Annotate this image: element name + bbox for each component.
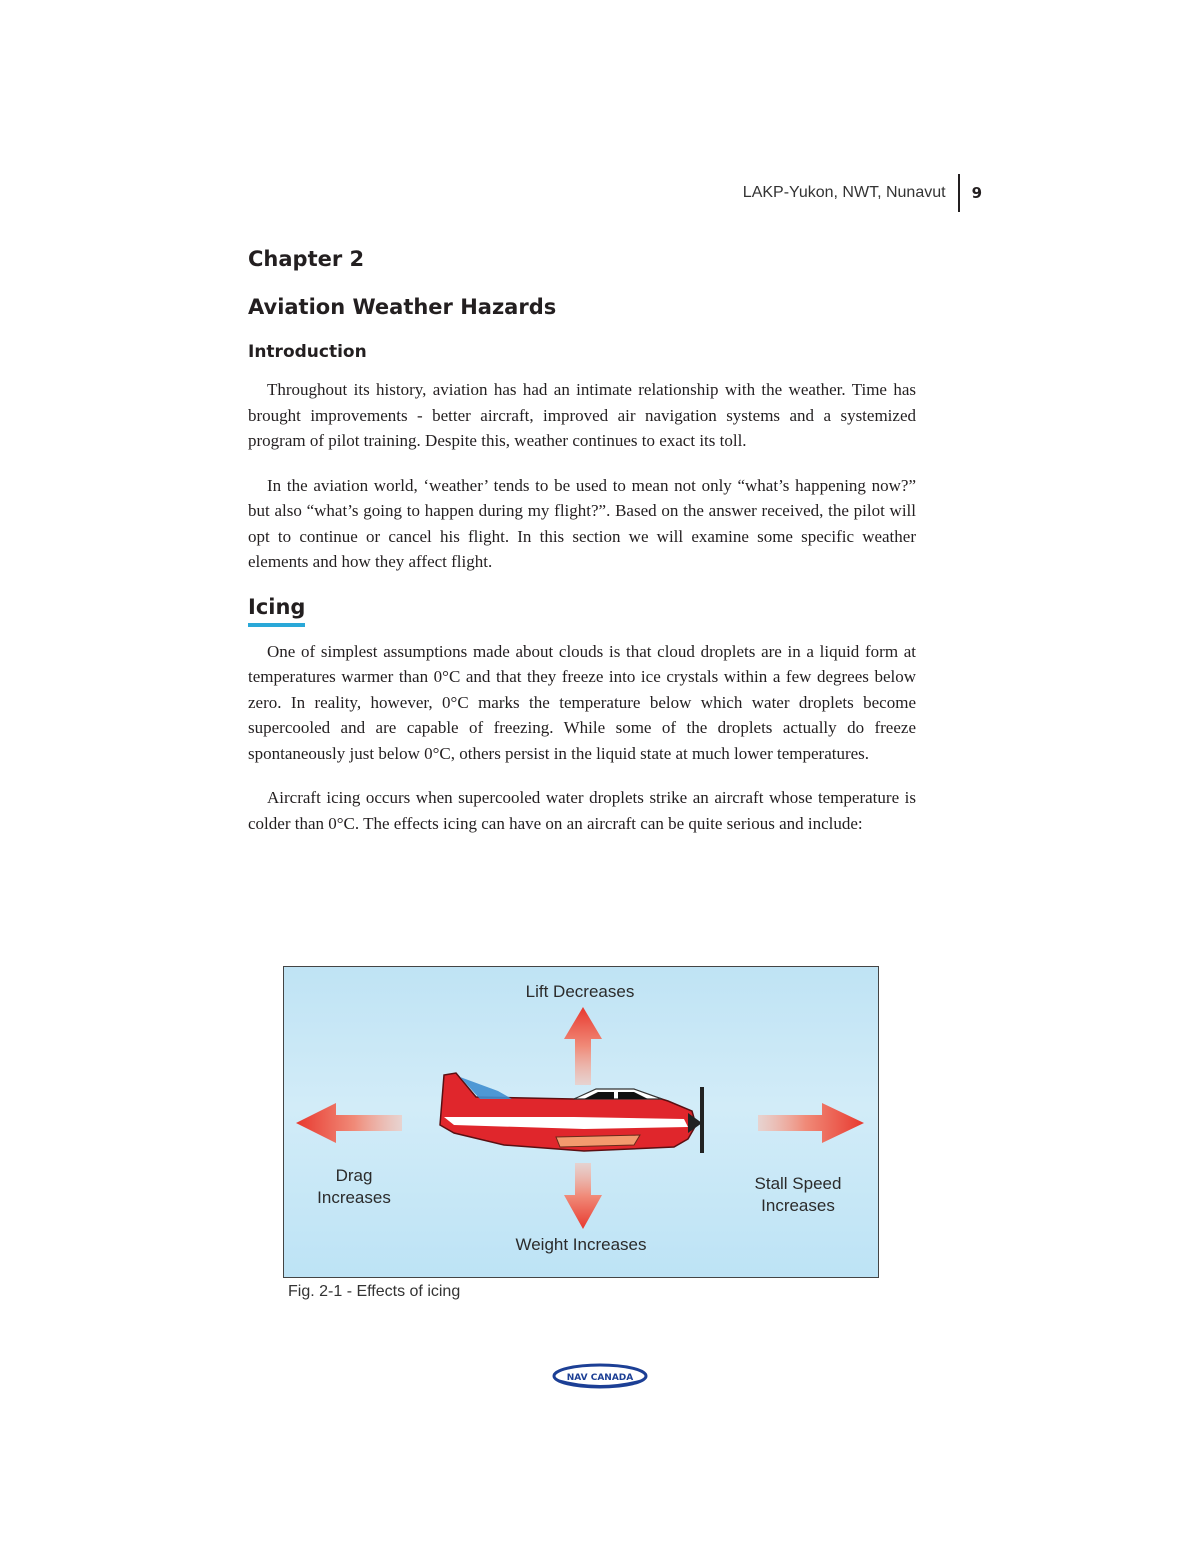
drag-arrow <box>296 1103 402 1143</box>
nav-canada-logo <box>551 1362 649 1390</box>
page-content <box>248 244 916 836</box>
lift-decreases-label: Lift Decreases <box>525 982 635 1001</box>
lift-arrow <box>564 1007 602 1085</box>
intro-paragraph-1: Throughout its history, aviation has had an intimate relationship with the weather. Time has brought improvements - better aircraft, improved air navigation systems and a systemized program of pilot training. Despite this, weather continues to exact its toll. <box>248 380 916 450</box>
page-header <box>743 174 982 212</box>
drag-label-line-2: Increases <box>317 1188 391 1207</box>
icing-effects-figure <box>283 966 879 1278</box>
figure-caption: Fig. 2-1 - Effects of icing <box>288 1283 461 1300</box>
icing-heading: Icing <box>248 595 305 627</box>
stall-label-line-2: Increases <box>761 1196 835 1215</box>
figure-illustration <box>284 967 880 1279</box>
page-number: 9 <box>971 184 982 202</box>
drag-increases-label <box>298 1165 410 1209</box>
icing-paragraph-1: One of simplest assumptions made about clouds is that cloud droplets are in a liquid form at temperatures warmer than 0°C and that they freeze into ice crystals within a few degrees below zero. In reality, however, 0°C marks the temperature below which water droplets become supercooled and are capable of freezing. While some of the droplets actually do freeze spontaneously just below 0°C, others persist in the liquid state at much lower temperatures. <box>248 641 916 763</box>
stall-speed-arrow <box>758 1103 864 1143</box>
page-title: Aviation Weather Hazards <box>248 295 557 319</box>
intro-paragraph-2: In the aviation world, ‘weather’ tends to be used to mean not only “what’s happening now?” but also “what’s going to happen during my flight?”. Based on the answer received, the pilot will opt to continue or cancel his flight. In this section we will examine some specific weather elements and how they affect flight. <box>248 475 916 571</box>
drag-label-line-1: Drag <box>335 1166 373 1185</box>
introduction-heading: Introduction <box>248 342 367 362</box>
stall-speed-increases-label <box>740 1173 856 1217</box>
weight-increases-label: Weight Increases <box>515 1235 647 1254</box>
weight-arrow <box>564 1163 602 1229</box>
aircraft-illustration <box>440 1073 704 1153</box>
icing-paragraph-2: Aircraft icing occurs when supercooled water droplets strike an aircraft whose temperature is colder than 0°C. The effects icing can have on an aircraft can be quite serious and include: <box>248 788 916 833</box>
logo-text: NAV CANADA <box>566 1373 634 1383</box>
chapter-label: Chapter 2 <box>248 247 365 271</box>
stall-label-line-1: Stall Speed <box>754 1174 842 1193</box>
header-title: LAKP-Yukon, NWT, Nunavut <box>742 184 946 201</box>
